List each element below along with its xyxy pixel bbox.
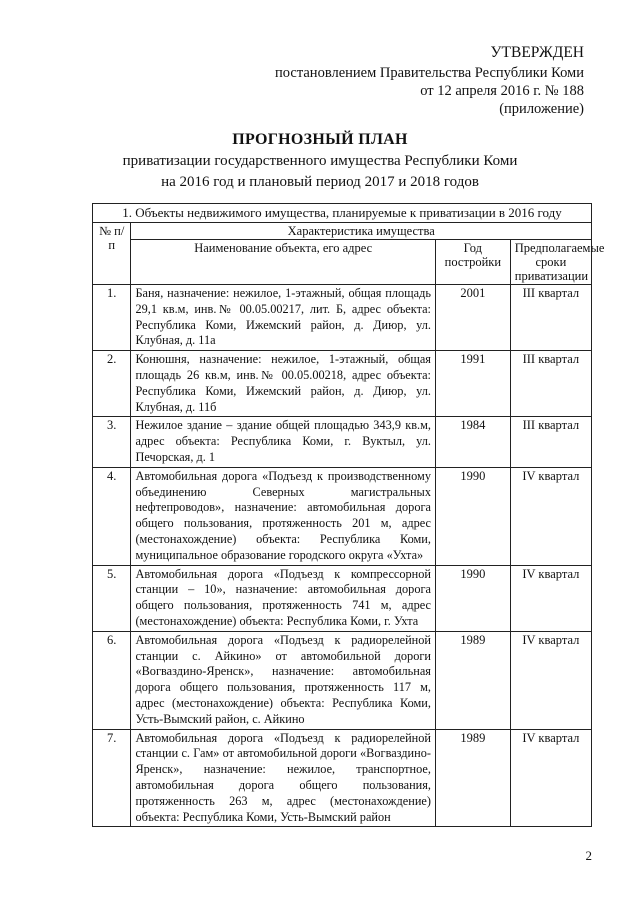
construction-year: 1984 (435, 417, 510, 467)
col-header-characteristics: Характеристика имущества (131, 223, 592, 240)
section-title: 1. Объекты недвижимого имущества, планируемые к приватизации в 2016 году (93, 204, 592, 223)
header-row-1 (93, 223, 592, 240)
approval-line-1: постановлением Правительства Республики Коми (275, 65, 584, 81)
object-name: Баня, назначение: нежилое, 1-этажный, общая площадь 29,1 кв.м, инв.№ 00.05.00217, лит. Б, адрес объекта: Республика Коми, Ижемский район, д. Диюр, ул. Клубная, д. 11а (131, 285, 436, 351)
col-header-num: № п/п (93, 223, 131, 285)
row-number: 6. (93, 631, 131, 729)
table-row (93, 631, 592, 729)
col-header-term: Предполагаемые сроки приватизации (510, 240, 591, 285)
approval-line-3: (приложение) (499, 101, 584, 117)
object-name: Автомобильная дорога «Подъезд к производственному объединению Северных магистральных нефтепроводов», назначение: автомобильная дорога общего пользования, протяженность 201 м, адрес (местонахождение) объекта: Республика Коми, муниципальное образование городского округа «Ухта» (131, 467, 436, 565)
approval-line-2: от 12 апреля 2016 г. № 188 (420, 83, 584, 99)
row-number: 1. (93, 285, 131, 351)
row-number: 4. (93, 467, 131, 565)
privatization-term: IV квартал (510, 565, 591, 631)
construction-year: 1991 (435, 351, 510, 417)
row-number: 5. (93, 565, 131, 631)
privatization-table (92, 203, 605, 827)
construction-year: 1990 (435, 565, 510, 631)
row-number: 3. (93, 417, 131, 467)
table-row (93, 351, 592, 417)
approval-header (275, 44, 584, 118)
construction-year: 1989 (435, 631, 510, 729)
construction-year: 1990 (435, 467, 510, 565)
privatization-term: III квартал (510, 285, 591, 351)
object-name: Автомобильная дорога «Подъезд к компрессорной станции – 10», назначение: автомобильная дорога общего пользования, протяженность 741 м, адрес (местонахождение) объекта: Республика Коми, г. Ухта (131, 565, 436, 631)
object-name: Автомобильная дорога «Подъезд к радиорелейной станции с. Гам» от автомобильной дороги «Вогваздино-Яренск», назначение: нежилое, транспортное, автомобильная дорога общего пользования, протяженность 263 м, адрес (местонахождение) объекта: Республика Коми, Усть-Вымский район (131, 729, 436, 827)
table-row (93, 729, 592, 827)
construction-year: 1989 (435, 729, 510, 827)
approved-label: УТВЕРЖДЕН (490, 44, 584, 61)
table-row (93, 467, 592, 565)
table-row (93, 285, 592, 351)
privatization-term: IV квартал (510, 467, 591, 565)
page-number: 2 (585, 848, 592, 863)
table-row (93, 565, 592, 631)
title-sub-2: на 2016 год и плановый период 2017 и 2018 годов (161, 174, 479, 190)
table-row (93, 417, 592, 467)
object-name: Автомобильная дорога «Подъезд к радиорелейной станции с. Айкино» от автомобильной дороги «Вогваздино-Яренск», назначение: автомобильная дорога общего пользования, протяженность 117 м, адрес (местонахождение) объекта: Республика Коми, Усть-Вымский район, с. Айкино (131, 631, 436, 729)
row-number: 7. (93, 729, 131, 827)
title-sub-1: приватизации государственного имущества Республики Коми (122, 153, 518, 169)
col-header-year: Год постройки (435, 240, 510, 285)
privatization-term: IV квартал (510, 631, 591, 729)
document-title (0, 131, 640, 191)
header-row-2 (93, 240, 592, 285)
section-row (93, 204, 592, 223)
title-main: ПРОГНОЗНЫЙ ПЛАН (232, 131, 408, 148)
col-header-name: Наименование объекта, его адрес (131, 240, 436, 285)
privatization-term: III квартал (510, 417, 591, 467)
construction-year: 2001 (435, 285, 510, 351)
privatization-term: III квартал (510, 351, 591, 417)
privatization-term: IV квартал (510, 729, 591, 827)
object-name: Нежилое здание – здание общей площадью 343,9 кв.м, адрес объекта: Республика Коми, г. Вуктыл, ул. Печорская, д. 1 (131, 417, 436, 467)
row-number: 2. (93, 351, 131, 417)
object-name: Конюшня, назначение: нежилое, 1-этажный, общая площадь 26 кв.м, инв.№ 00.05.00218, адрес объекта: Республика Коми, Ижемский район, д. Диюр, ул. Клубная, д. 11б (131, 351, 436, 417)
